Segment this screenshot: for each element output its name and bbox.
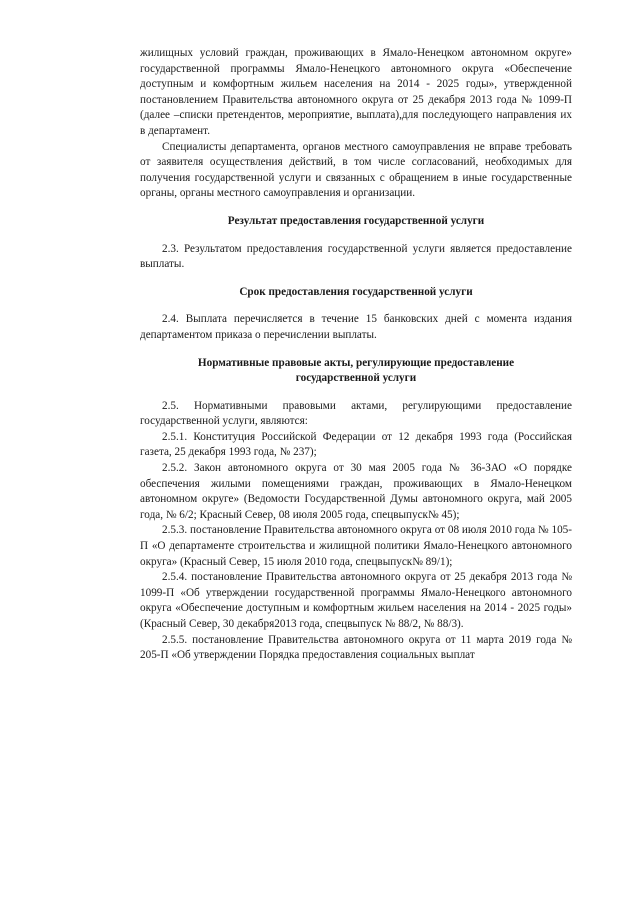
- paragraph-2-5: 2.5. Нормативными правовыми актами, регулирующими предоставление государственной услуги, являются:: [140, 399, 572, 428]
- paragraph-2-5-2: 2.5.2. Закон автономного округа от 30 мая 2005 года № 36-ЗАО «О порядке обеспечения жилыми помещениями граждан, проживающих в Ямало-Ненецком автономном округе» (Ведомости Государственной Думы автономного округа, май 2005 года, № 6/2; Красный Север, 08 июля 2005 года, спецвыпуск№ 45);: [140, 462, 572, 521]
- heading-acts-line2: государственной услуги: [295, 372, 417, 385]
- paragraph-2-3: 2.3. Результатом предоставления государственной услуги является предоставление выплаты.: [140, 242, 572, 271]
- paragraph-2-5-1: 2.5.1. Конституция Российской Федерации от 12 декабря 1993 года (Российская газета, 25 декабря 1993 года, № 237);: [140, 430, 572, 459]
- paragraph-2-4: 2.4. Выплата перечисляется в течение 15 банковских дней с момента издания департаментом приказа о перечислении выплаты.: [140, 313, 572, 341]
- heading-acts-line1: Нормативные правовые акты, регулирующие предоставление: [197, 356, 515, 369]
- heading-term: Срок предоставления государственной услуги: [239, 285, 473, 298]
- paragraph-2-5-5: 2.5.5. постановление Правительства автономного округа от 11 марта 2019 года № 205-П «Об утверждении Порядка предоставления социальных выплат: [140, 633, 572, 662]
- heading-result: Результат предоставления государственной услуги: [227, 214, 485, 227]
- paragraph-specialists: Специалисты департамента, органов местного самоуправления не вправе требовать от заявителя осуществления действий, в том числе согласований, необходимых для получения государственной услуги и связанных с обращением в иные государственные органы, органы местного самоуправления и организации.: [140, 140, 572, 200]
- paragraph-2-5-4: 2.5.4. постановление Правительства автономного округа от 25 декабря 2013 года № 1099-П «Об утверждении государственной программы Ямало-Ненецкого автономного округа «Обеспечение доступным и комфортным жильем населения на 2014 - 2025 годы» (Красный Север, 30 декабря2013 года, спецвыпуск № 88/2, № 88/3).: [140, 571, 572, 630]
- paragraph-2-5-3: 2.5.3. постановление Правительства автономного округа от 08 июля 2010 года № 105-П «О департаменте строительства и жилищной политики Ямало-Ненецкого автономного округа» (Красный Север, 15 июля 2010 года, спецвыпуск№ 89/1);: [140, 524, 572, 568]
- paragraph-intro: жилищных условий граждан, проживающих в Ямало-Ненецком автономном округе» государственной программы Ямало-Ненецкого автономного округа «Обеспечение доступным и комфортным жильем населения на 2014 - 2025 годы», утвержденной постановлением Правительства автономного округа от 25 декабря 2013 года № 1099-П (далее –списки претендентов, мероприятие, выплата),для последующего направления их в департамент.: [140, 47, 572, 137]
